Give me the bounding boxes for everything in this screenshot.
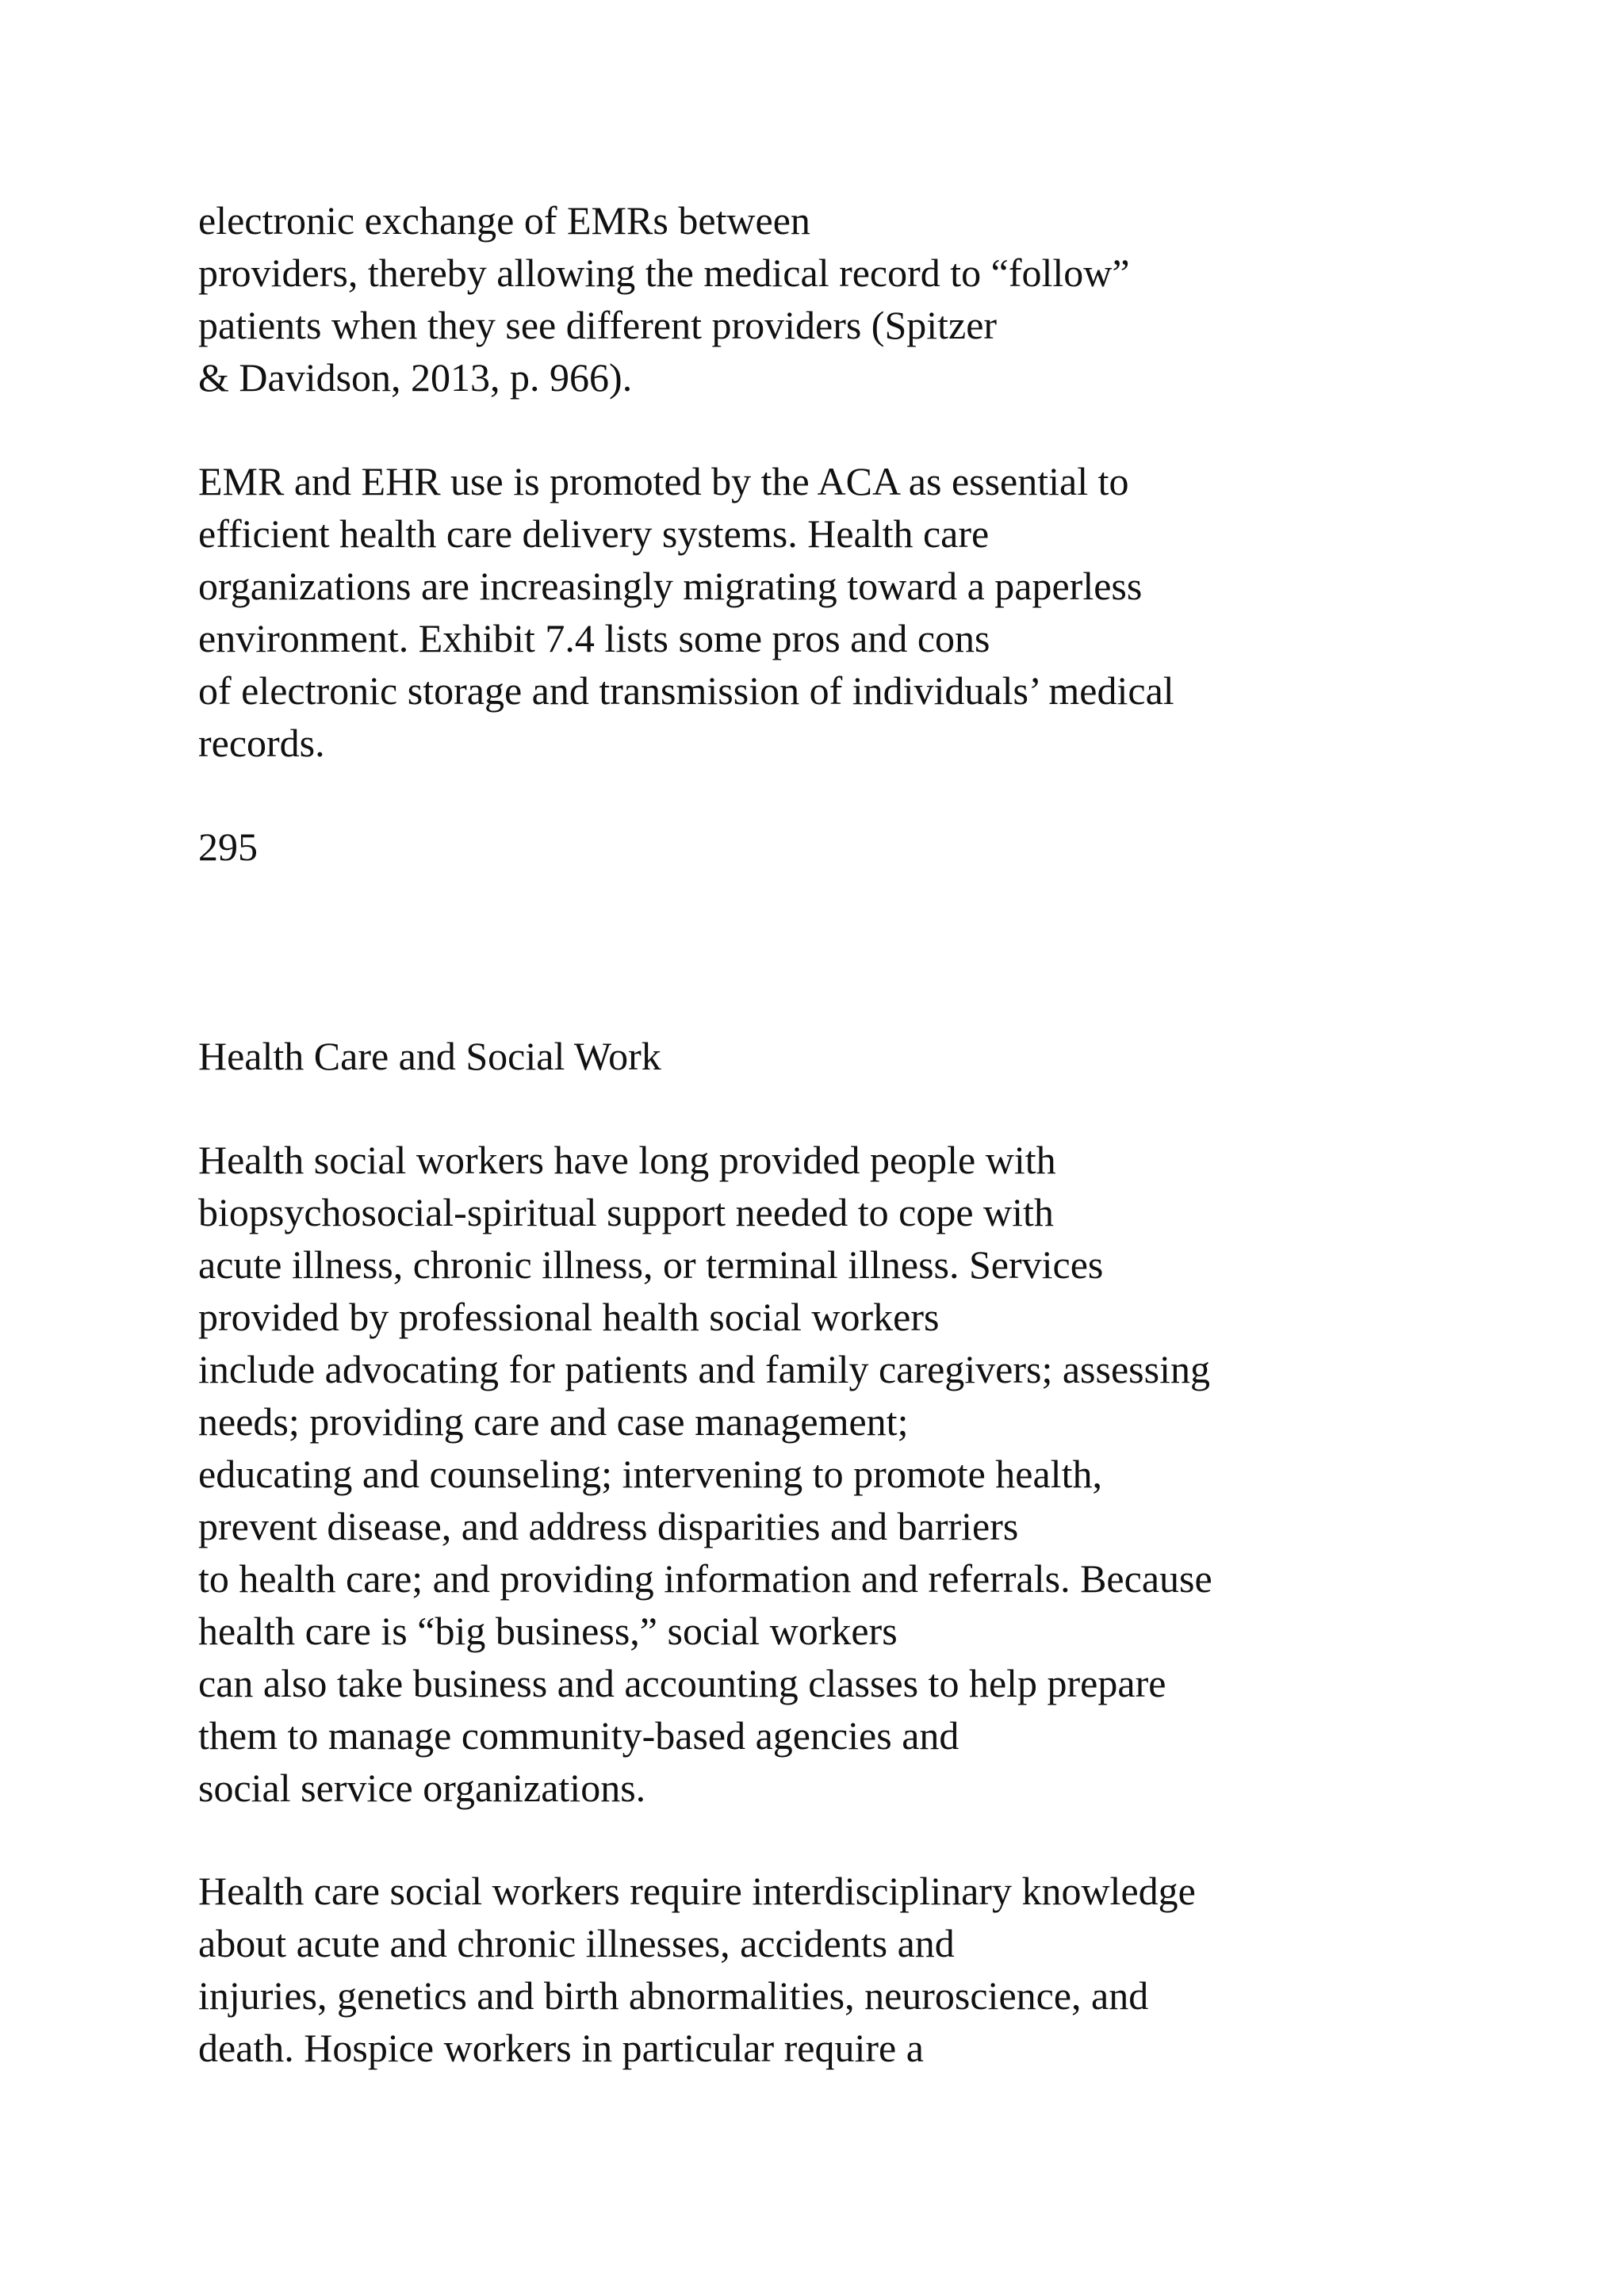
text-line: of electronic storage and transmission of individuals’ medical [198,668,1174,713]
text-line: social service organizations. [198,1766,646,1810]
text-line: Health care social workers require interdisciplinary knowledge [198,1869,1196,1913]
text-line: acute illness, chronic illness, or terminal illness. Services [198,1242,1104,1287]
text-line: prevent disease, and address disparities and barriers [198,1504,1019,1548]
text-line: organizations are increasingly migrating toward a paperless [198,564,1143,608]
paragraph-emr-exchange [198,194,1546,404]
text-line: to health care; and providing information and referrals. Because [198,1556,1212,1601]
text-line: needs; providing care and case management; [198,1399,909,1444]
text-line: electronic exchange of EMRs between [198,198,810,243]
page-number [198,821,1546,873]
text-line: & Davidson, 2013, p. 966). [198,355,633,400]
text-line: include advocating for patients and family caregivers; assessing [198,1347,1210,1391]
text-line: efficient health care delivery systems. Health care [198,511,990,556]
text-line: them to manage community-based agencies and [198,1713,959,1758]
text-line: provided by professional health social workers [198,1295,940,1339]
text-line: health care is “big business,” social workers [198,1609,898,1653]
text-line: Health social workers have long provided people with [198,1138,1056,1182]
text-line: biopsychosocial-spiritual support needed to cope with [198,1190,1054,1234]
text-line: providers, thereby allowing the medical record to “follow” [198,251,1130,295]
page-number-text: 295 [198,825,258,869]
text-line: EMR and EHR use is promoted by the ACA as essential to [198,459,1129,503]
text-line: educating and counseling; intervening to promote health, [198,1452,1102,1496]
text-line: environment. Exhibit 7.4 lists some pros and cons [198,616,990,660]
text-line: can also take business and accounting classes to help prepare [198,1661,1166,1705]
text-line: death. Hospice workers in particular require a [198,2026,924,2070]
paragraph-interdisciplinary-knowledge [198,1865,1546,2074]
paragraph-health-social-workers [198,1134,1546,1814]
text-line: records. [198,721,325,765]
text-line: patients when they see different providers (Spitzer [198,303,998,347]
text-line: injuries, genetics and birth abnormalities, neuroscience, and [198,1973,1149,2018]
section-heading [198,1030,1546,1082]
text-line: about acute and chronic illnesses, accidents and [198,1921,955,1965]
paragraph-emr-ehr-aca [198,455,1546,769]
section-heading-text: Health Care and Social Work [198,1034,661,1078]
